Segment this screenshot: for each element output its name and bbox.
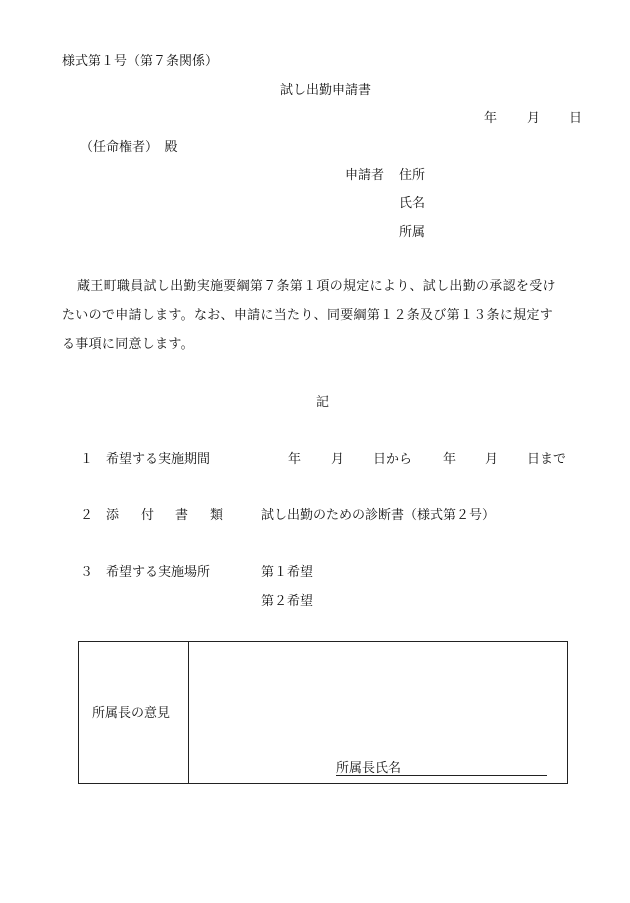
- opinion-label: 所属長の意見: [92, 706, 171, 721]
- period-start-year: 年: [288, 452, 302, 467]
- form-number: 様式第１号（第７条関係）: [62, 54, 219, 69]
- opinion-table-divider: [188, 641, 189, 784]
- period-start-day: 日から: [373, 452, 413, 467]
- period-end-year: 年: [443, 452, 457, 467]
- body-line-2: たいので申請します。なお、申請に当たり、同要綱第１２条及び第１３条に規定す: [62, 308, 554, 323]
- period-start-month: 月: [331, 452, 345, 467]
- item-3-number: ３: [80, 565, 94, 580]
- place-choice-2: 第２希望: [261, 594, 314, 609]
- applicant-name-label: 氏名: [399, 196, 426, 211]
- item-2-value: 試し出勤のための診断書（様式第２号）: [261, 508, 496, 523]
- signature-label: 所属長氏名: [336, 761, 402, 776]
- item-1-label: 希望する実施期間: [106, 452, 211, 467]
- signature-line[interactable]: [336, 775, 547, 776]
- item-2-label-char-4: 類: [210, 508, 224, 523]
- item-2-number: ２: [80, 508, 94, 523]
- body-line-3: る事項に同意します。: [62, 337, 194, 352]
- date-month: 月: [527, 111, 541, 126]
- item-2-label-char-2: 付: [141, 508, 155, 523]
- item-1-number: １: [80, 452, 94, 467]
- applicant-label: 申請者: [345, 168, 385, 183]
- item-3-label: 希望する実施場所: [106, 565, 211, 580]
- body-paragraph: [62, 272, 582, 359]
- place-choice-1: 第１希望: [261, 565, 314, 580]
- item-2-label-char-1: 添: [106, 508, 120, 523]
- opinion-comment-area[interactable]: [190, 643, 566, 748]
- applicant-address-label: 住所: [399, 168, 426, 183]
- applicant-affiliation-label: 所属: [399, 225, 426, 240]
- body-line-1: 蔵王町職員試し出勤実施要綱第７条第１項の規定により、試し出勤の承認を受け: [77, 279, 556, 294]
- date-year: 年: [484, 111, 498, 126]
- document-title: 試し出勤申請書: [280, 83, 372, 98]
- addressee: （任命権者） 殿: [80, 140, 178, 155]
- period-end-day: 日まで: [527, 452, 567, 467]
- ki-heading: 記: [316, 395, 330, 410]
- period-end-month: 月: [485, 452, 499, 467]
- item-2-label-char-3: 書: [175, 508, 189, 523]
- date-day: 日: [569, 111, 583, 126]
